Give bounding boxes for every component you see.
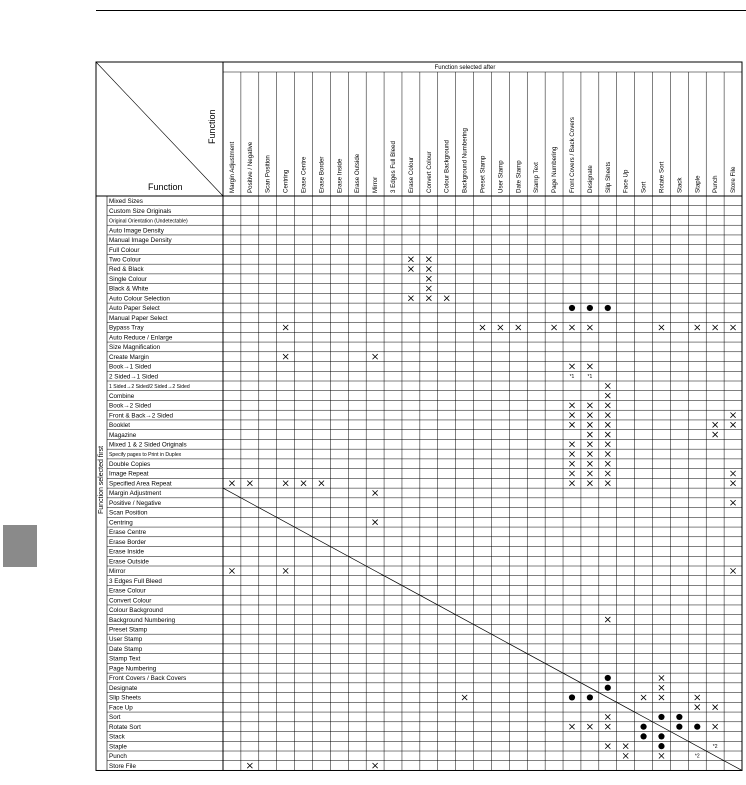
cell-cross-mark <box>283 568 288 573</box>
row-label: Mixed 1 & 2 Sided Originals <box>109 441 187 449</box>
row-label: Positive / Negative <box>109 499 162 507</box>
row-label: Punch <box>109 753 127 761</box>
cell-cross-mark <box>373 354 378 359</box>
cell-cross-mark <box>480 325 485 330</box>
cell-cross-mark <box>713 705 718 710</box>
cell-cross-mark <box>247 481 252 486</box>
column-header-label: Slip Sheets <box>604 161 612 193</box>
cell-dot-mark <box>694 724 700 730</box>
row-label: 3 Edges Full Bleed <box>109 577 162 585</box>
column-headers <box>229 117 737 193</box>
table-lines <box>96 62 742 770</box>
cell-cross-mark <box>587 432 592 437</box>
cell-cross-mark <box>426 276 431 281</box>
cell-dot-mark <box>569 694 575 700</box>
cell-cross-mark <box>569 724 574 729</box>
row-label: Page Numbering <box>109 665 157 673</box>
row-label: 2 Sided→1 Sided <box>109 373 159 381</box>
row-label: Black & White <box>109 285 149 293</box>
row-label: Auto Reduce / Enlarge <box>109 334 173 342</box>
column-header-label: Face Up <box>622 169 630 193</box>
cell-cross-mark <box>695 695 700 700</box>
row-label: Front & Back→2 Sided <box>109 412 174 420</box>
column-header-label: User Stamp <box>497 160 505 193</box>
row-label: Create Margin <box>109 353 149 361</box>
cell-cross-mark <box>605 403 610 408</box>
cell-cross-mark <box>569 422 574 427</box>
row-label: Store File <box>109 762 136 770</box>
cell-cross-mark <box>229 481 234 486</box>
column-header-label: Positive / Negative <box>246 141 254 193</box>
column-header-label: Mirror <box>372 176 380 193</box>
cell-dot-mark <box>587 305 593 311</box>
column-header-label: Date Stamp <box>515 160 523 193</box>
row-label: User Stamp <box>109 636 143 644</box>
cell-cross-mark <box>283 354 288 359</box>
cell-cross-mark <box>408 266 413 271</box>
cell-cross-mark <box>587 422 592 427</box>
column-header-label: Front Covers / Back Covers <box>568 117 576 193</box>
cell-cross-mark <box>587 461 592 466</box>
cell-cross-mark <box>426 286 431 291</box>
cell-cross-mark <box>283 481 288 486</box>
cell-cross-mark <box>408 296 413 301</box>
column-header-label: Punch <box>712 175 720 193</box>
row-label: Book→1 Sided <box>109 363 152 371</box>
row-label: Date Stamp <box>109 645 143 653</box>
row-label: Face Up <box>109 704 133 712</box>
cell-cross-mark <box>587 724 592 729</box>
cell-cross-mark <box>605 432 610 437</box>
row-label: Auto Colour Selection <box>109 295 170 303</box>
row-label: Size Magnification <box>109 344 161 352</box>
cell-cross-mark <box>605 393 610 398</box>
cell-cross-mark <box>623 753 628 758</box>
column-header-label: Colour Background <box>443 140 451 193</box>
cell-cross-mark <box>373 763 378 768</box>
cell-cross-mark <box>730 568 735 573</box>
cell-cross-mark <box>605 461 610 466</box>
cell-cross-mark <box>605 442 610 447</box>
row-label: Single Colour <box>109 275 147 283</box>
cell-cross-mark <box>713 724 718 729</box>
cell-dot-mark <box>605 675 611 681</box>
row-label: Image Repeat <box>109 470 149 478</box>
cell-cross-mark <box>569 481 574 486</box>
row-label: Margin Adjustment <box>109 490 162 498</box>
cell-dot-mark <box>658 733 664 739</box>
row-label: Rotate Sort <box>109 723 141 731</box>
cell-cross-mark <box>587 481 592 486</box>
row-label: Convert Colour <box>109 597 152 605</box>
row-label: Front Covers / Back Covers <box>109 675 187 683</box>
cell-note-mark: *1 <box>587 373 593 380</box>
cell-cross-mark <box>730 481 735 486</box>
cell-cross-mark <box>605 617 610 622</box>
cell-cross-mark <box>605 744 610 749</box>
row-label: Specified Area Repeat <box>109 480 172 488</box>
cell-cross-mark <box>623 744 628 749</box>
matrix-cells <box>229 257 735 769</box>
cell-cross-mark <box>641 695 646 700</box>
cell-cross-mark <box>605 714 610 719</box>
column-header-label: Store File <box>730 166 738 193</box>
cell-dot-mark <box>640 724 646 730</box>
column-header-label: Scan Position <box>264 155 272 193</box>
cell-dot-mark <box>605 685 611 691</box>
after-title: Function selected after <box>434 65 496 71</box>
cell-note-mark: *2 <box>694 753 700 760</box>
row-label: Staple <box>109 743 127 751</box>
cell-dot-mark <box>676 724 682 730</box>
column-header-label: Erase Outside <box>354 153 362 193</box>
corner-label-bottom: Function <box>148 182 183 192</box>
cell-cross-mark <box>462 695 467 700</box>
cell-cross-mark <box>605 422 610 427</box>
cell-cross-mark <box>605 471 610 476</box>
cell-cross-mark <box>229 568 234 573</box>
cell-cross-mark <box>569 412 574 417</box>
row-label: Manual Image Density <box>109 237 172 245</box>
row-label: Full Colour <box>109 246 140 254</box>
row-label: Mixed Sizes <box>109 198 143 206</box>
row-label: Erase Centre <box>109 529 147 537</box>
row-label: Custom Size Originals <box>109 207 172 215</box>
column-header-label: Staple <box>694 175 702 193</box>
row-label: Book→2 Sided <box>109 402 152 410</box>
cell-cross-mark <box>569 461 574 466</box>
cell-cross-mark <box>247 763 252 768</box>
cell-cross-mark <box>605 724 610 729</box>
cell-cross-mark <box>498 325 503 330</box>
cell-cross-mark <box>444 296 449 301</box>
cell-cross-mark <box>569 442 574 447</box>
cell-cross-mark <box>373 490 378 495</box>
column-header-label: 3 Edges Full Bleed <box>390 141 398 193</box>
cell-cross-mark <box>730 325 735 330</box>
row-label: Slip Sheets <box>109 694 141 702</box>
cell-note-mark: *2 <box>712 743 718 750</box>
column-header-label: Convert Colour <box>425 151 433 193</box>
column-header-label: Designate <box>586 165 594 193</box>
cell-cross-mark <box>695 705 700 710</box>
row-label: Specify pages to Print in Duplex <box>109 452 182 459</box>
cell-cross-mark <box>659 685 664 690</box>
first-title: Function selected first <box>98 445 105 514</box>
cell-cross-mark <box>730 422 735 427</box>
row-label: Colour Background <box>109 607 163 615</box>
cell-dot-mark <box>658 743 664 749</box>
cell-cross-mark <box>713 432 718 437</box>
row-label: Designate <box>109 684 138 692</box>
cell-cross-mark <box>695 325 700 330</box>
cell-cross-mark <box>551 325 556 330</box>
cell-cross-mark <box>659 325 664 330</box>
cell-cross-mark <box>408 257 413 262</box>
cell-cross-mark <box>605 481 610 486</box>
cell-cross-mark <box>283 325 288 330</box>
cell-cross-mark <box>587 412 592 417</box>
row-label: Erase Border <box>109 538 147 546</box>
cell-cross-mark <box>569 403 574 408</box>
row-label: Centring <box>109 519 133 527</box>
row-label: Preset Stamp <box>109 626 148 634</box>
row-label: Erase Inside <box>109 548 145 556</box>
cell-dot-mark <box>587 694 593 700</box>
cell-cross-mark <box>569 364 574 369</box>
cell-cross-mark <box>516 325 521 330</box>
row-label: Auto Paper Select <box>109 305 160 313</box>
cell-dot-mark <box>676 714 682 720</box>
cell-cross-mark <box>659 753 664 758</box>
column-header-label: Erase Border <box>318 156 326 193</box>
row-label: Stamp Text <box>109 655 141 663</box>
cell-dot-mark <box>569 305 575 311</box>
cell-cross-mark <box>426 266 431 271</box>
row-label: Magazine <box>109 431 137 439</box>
cell-cross-mark <box>713 422 718 427</box>
column-header-label: Centring <box>282 169 290 193</box>
cell-dot-mark <box>605 305 611 311</box>
cell-cross-mark <box>587 451 592 456</box>
column-header-label: Background Numbering <box>461 127 469 193</box>
row-label: Original Orientation (Undetectable) <box>109 218 188 225</box>
matrix-diagonal <box>223 488 742 770</box>
row-label: Manual Paper Select <box>109 314 168 322</box>
row-label: Sort <box>109 714 121 722</box>
row-label: Bypass Tray <box>109 324 144 332</box>
row-label: Red & Black <box>109 266 144 274</box>
row-label: Stack <box>109 733 125 741</box>
cell-cross-mark <box>605 451 610 456</box>
column-header-label: Preset Stamp <box>479 155 487 193</box>
corner-label-top: Function <box>207 109 217 144</box>
cell-cross-mark <box>730 500 735 505</box>
cell-cross-mark <box>587 364 592 369</box>
column-header-label: Rotate Sort <box>658 161 666 193</box>
row-label: Background Numbering <box>109 616 176 624</box>
cell-cross-mark <box>587 403 592 408</box>
row-label: Booklet <box>109 422 131 430</box>
cell-cross-mark <box>659 675 664 680</box>
cell-cross-mark <box>426 296 431 301</box>
column-header-label: Erase Centre <box>300 156 308 193</box>
cell-note-mark: *1 <box>569 373 575 380</box>
row-label: Scan Position <box>109 509 148 517</box>
row-label: 1 Sided→2 Sided/2 Sided→2 Sided <box>109 384 190 391</box>
row-label: Double Copies <box>109 460 151 468</box>
cell-cross-mark <box>569 471 574 476</box>
cell-cross-mark <box>301 481 306 486</box>
row-label: Mirror <box>109 568 126 576</box>
table-border <box>96 62 742 770</box>
cell-cross-mark <box>569 325 574 330</box>
cell-cross-mark <box>319 481 324 486</box>
cell-cross-mark <box>426 257 431 262</box>
row-label: Combine <box>109 392 135 400</box>
column-header-label: Margin Adjustment <box>228 141 236 193</box>
row-label: Erase Outside <box>109 558 149 566</box>
column-header-label: Stack <box>676 177 684 193</box>
cell-cross-mark <box>713 325 718 330</box>
cell-dot-mark <box>640 733 646 739</box>
cell-cross-mark <box>659 695 664 700</box>
row-label: Two Colour <box>109 256 141 264</box>
column-header-label: Erase Inside <box>336 158 344 193</box>
row-label: Auto Image Density <box>109 227 164 235</box>
cell-cross-mark <box>373 520 378 525</box>
cell-dot-mark <box>658 714 664 720</box>
column-header-label: Stamp Text <box>533 162 541 193</box>
cell-cross-mark <box>587 325 592 330</box>
cell-cross-mark <box>605 412 610 417</box>
cell-cross-mark <box>587 471 592 476</box>
cell-cross-mark <box>569 451 574 456</box>
cell-cross-mark <box>730 471 735 476</box>
cell-cross-mark <box>605 383 610 388</box>
cell-cross-mark <box>730 412 735 417</box>
column-header-label: Page Numbering <box>551 146 559 193</box>
cell-cross-mark <box>587 442 592 447</box>
corner-diagonal <box>96 62 223 196</box>
row-label: Erase Colour <box>109 587 146 595</box>
column-header-label: Erase Colour <box>407 156 415 193</box>
column-header-label: Sort <box>640 181 648 193</box>
